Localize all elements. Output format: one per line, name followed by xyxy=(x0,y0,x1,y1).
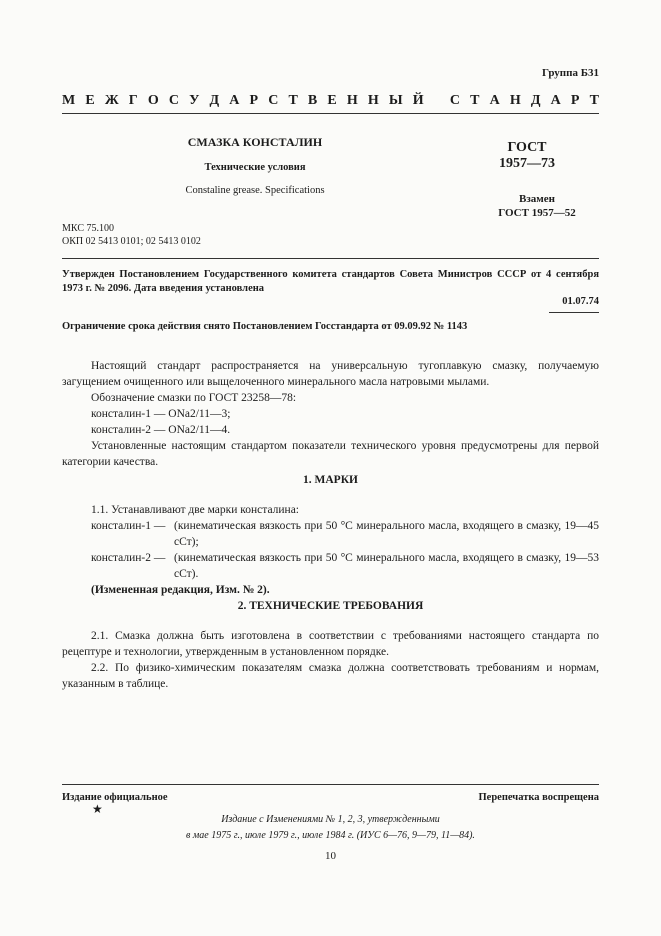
standard-type-letter: Й xyxy=(412,93,424,108)
approval-divider xyxy=(62,258,599,259)
grade-description: (кинематическая вязкость при 50 °С минерального масла, входящего в смазку, 19—53 сСт). xyxy=(174,552,599,580)
okp-code: ОКП 02 5413 0101; 02 5413 0102 xyxy=(62,236,201,247)
intro-paragraph: Настоящий стандарт распространяется на универсальную тугоплавкую смазку, получаемую загущением очищенного или выщелоченного минерального масла натровыми мылами. xyxy=(62,360,599,388)
footer-divider xyxy=(62,784,599,785)
requirement-2-2: 2.2. По физико-химическим показателям смазка должна соответствовать требованиям и нормам, указанным в таблице. xyxy=(62,662,599,690)
gost-label: ГОСТ xyxy=(507,140,547,155)
quality-paragraph: Установленные настоящим стандартом показатели технического уровня предусмотрены для первой категории качества. xyxy=(62,440,599,468)
standard-type-letter: Р xyxy=(249,93,259,108)
section-1-body xyxy=(62,502,599,598)
amendment-note: (Измененная редакция, Изм. № 2). xyxy=(91,584,270,596)
edition-line-2: в мае 1975 г., июле 1979 г., июле 1984 г. (ИУС 6—76, 9—79, 11—84). xyxy=(186,830,475,841)
edition-note xyxy=(62,812,599,844)
standard-type-letter: Т xyxy=(288,93,298,108)
standard-type-letter: Д xyxy=(530,93,541,108)
standard-type-letter: О xyxy=(147,93,159,108)
official-edition-label: Издание официальное xyxy=(62,792,168,803)
standard-type-letter: Е xyxy=(327,93,337,108)
standard-type-letter: Ж xyxy=(104,93,119,108)
standard-type-letter: Н xyxy=(346,93,358,108)
standard-type-letter: А xyxy=(550,93,561,108)
standard-type-letter: У xyxy=(189,93,200,108)
replaces-block xyxy=(482,192,592,220)
standard-type-letter: С xyxy=(449,93,461,108)
date-underline xyxy=(549,312,599,313)
designation-grade-1: консталин-1 — ONa2/11—3; xyxy=(91,408,231,420)
standard-type-letter: Г xyxy=(128,93,138,108)
group-code: Группа Б31 xyxy=(542,67,599,79)
grade-item xyxy=(62,518,599,550)
gost-number: 1957—73 xyxy=(499,156,555,171)
page-number: 10 xyxy=(325,850,336,862)
classification-codes xyxy=(62,222,201,248)
standard-type-letter: Т xyxy=(470,93,480,108)
designation-paragraph: Обозначение смазки по ГОСТ 23258—78: xyxy=(91,392,297,404)
standard-type-letter: С xyxy=(268,93,279,108)
approval-text: Утвержден Постановлением Государственного комитета стандартов Совета Министров СССР от 4 сентября 1973 г. № 2096. Дата введения установлена xyxy=(62,269,599,294)
standard-type-letter: М xyxy=(62,93,76,108)
standard-type-letter: С xyxy=(168,93,179,108)
replaces-value: ГОСТ 1957—52 xyxy=(498,207,576,219)
standard-type-letter: А xyxy=(489,93,500,108)
requirement-2-1: 2.1. Смазка должна быть изготовлена в соответствии с требованиями настоящего стандарта по рецептуре и технологии, утвержденным в установленном порядке. xyxy=(62,630,599,658)
gost-designation xyxy=(482,140,572,172)
effective-date: 01.07.74 xyxy=(562,296,599,307)
grade-item xyxy=(62,550,599,582)
mks-code: МКС 75.100 xyxy=(62,223,114,234)
limit-note: Ограничение срока действия снято Постановлением Госстандарта от 09.09.92 № 1143 xyxy=(62,321,468,332)
standard-type-letter xyxy=(434,93,440,109)
designation-grade-2: консталин-2 — ONa2/11—4. xyxy=(91,424,231,436)
grade-name: консталин-1 — xyxy=(91,520,166,532)
standard-type-letter: Д xyxy=(209,93,220,108)
reprint-prohibited-label: Перепечатка воспрещена xyxy=(478,792,599,803)
standard-type-heading xyxy=(62,93,599,109)
standard-type-letter: Н xyxy=(509,93,521,108)
grades-intro: 1.1. Устанавливают две марки консталина: xyxy=(91,504,300,516)
document-subtitle: Технические условия xyxy=(204,162,306,173)
standard-type-letter: А xyxy=(229,93,240,108)
section-2-heading: 2. ТЕХНИЧЕСКИЕ ТРЕБОВАНИЯ xyxy=(237,600,424,612)
standard-type-letter: Р xyxy=(570,93,580,108)
intro-section xyxy=(62,358,599,470)
section-2-body xyxy=(62,628,599,692)
document-title: СМАЗКА КОНСТАЛИН xyxy=(187,135,323,149)
grade-name: консталин-2 — xyxy=(91,552,166,564)
standard-type-letter: Ы xyxy=(388,93,403,108)
english-title: Constaline grease. Specifications xyxy=(185,185,325,196)
section-1-heading: 1. МАРКИ xyxy=(303,474,358,486)
replaces-label: Взамен xyxy=(519,193,555,205)
star-icon: ★ xyxy=(92,802,103,816)
standard-type-letter: Т xyxy=(589,93,599,108)
edition-line-1: Издание с Изменениями № 1, 2, 3, утвержденными xyxy=(221,814,440,825)
standard-type-letter: В xyxy=(307,93,318,108)
header-divider xyxy=(62,113,599,114)
standard-type-letter: Н xyxy=(367,93,379,108)
grade-description: (кинематическая вязкость при 50 °С минерального масла, входящего в смазку, 19—45 сСт); xyxy=(174,520,599,548)
standard-type-letter: Е xyxy=(85,93,95,108)
